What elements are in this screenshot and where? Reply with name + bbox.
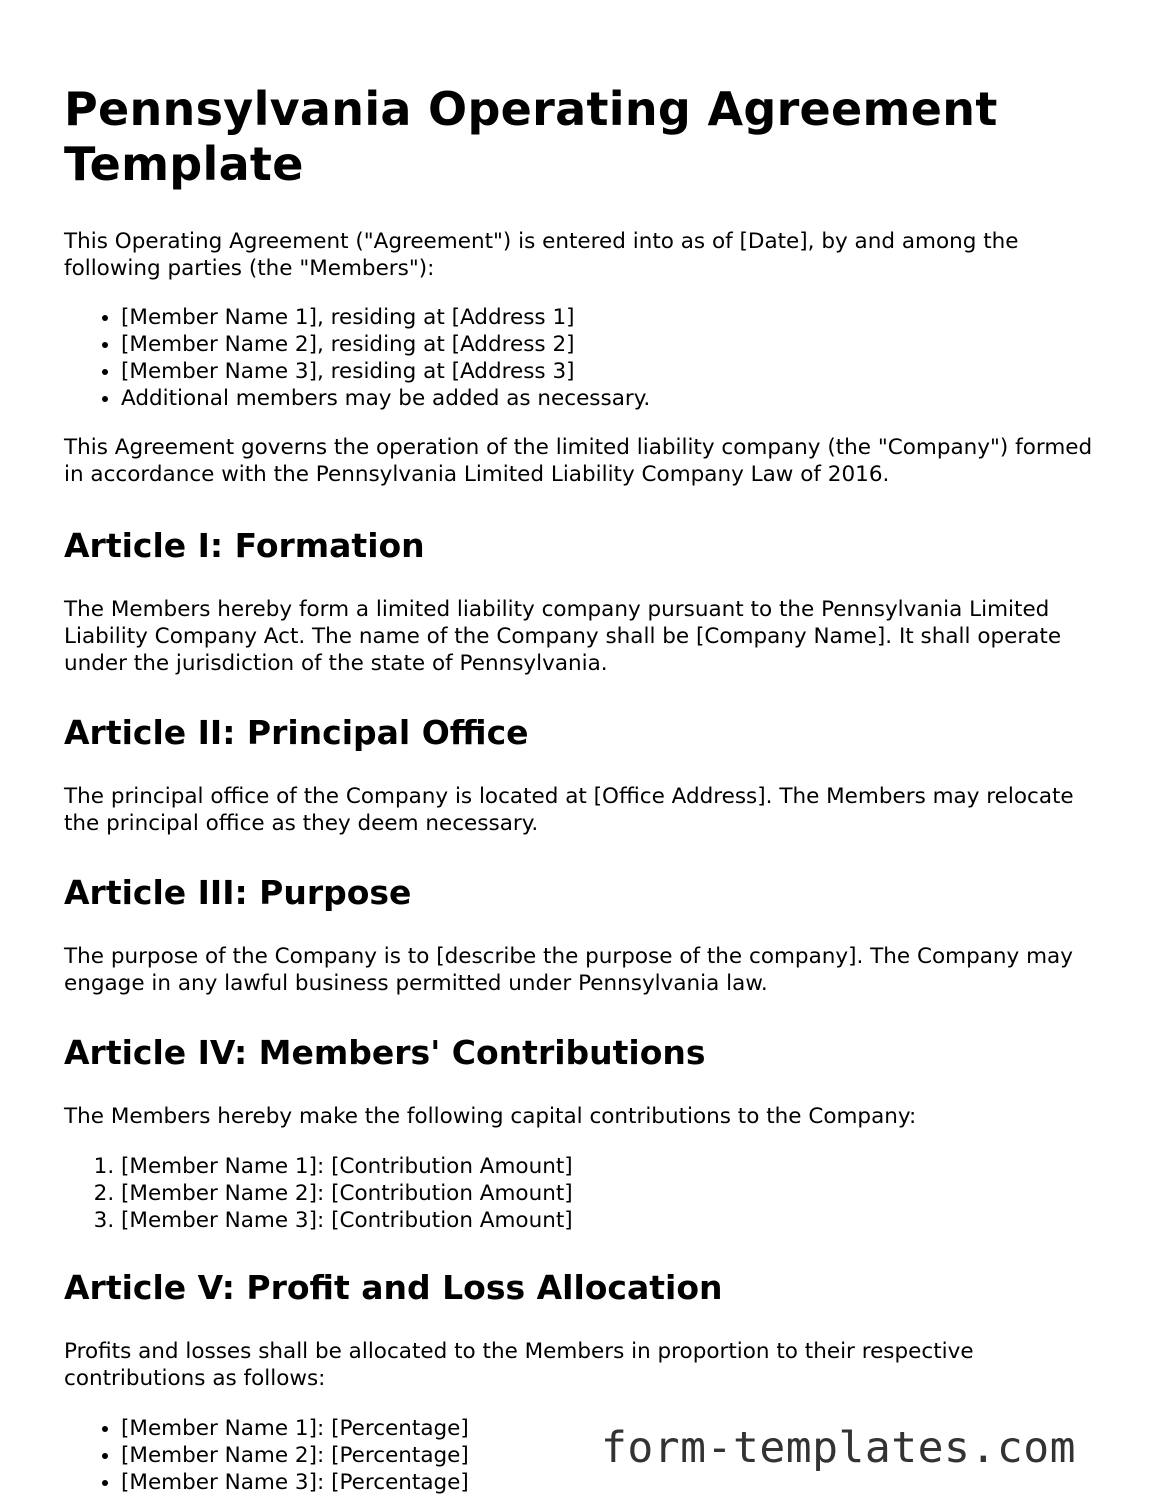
list-item: • [Member Name 3], residing at [Address 3] (121, 358, 1104, 385)
list-item: • [Member Name 2]: [Percentage] (121, 1442, 1104, 1469)
governs-paragraph: This Agreement governs the operation of the limited liability company (the "Company") formed in accordance with the Pennsylvania Limited Liability Company Law of 2016. (64, 435, 1093, 487)
list-item: 2. [Member Name 2]: [Contribution Amount] (121, 1180, 1104, 1207)
article-3-heading: Article III: Purpose (64, 873, 412, 912)
members-list (64, 304, 1104, 412)
intro-paragraph: This Operating Agreement ("Agreement") is entered into as of [Date], by and among the following parties (the "Members"): (64, 229, 1019, 281)
list-item: • Additional members may be added as necessary. (121, 385, 1104, 412)
article-2-body: The principal office of the Company is located at [Office Address]. The Members may relocate the principal office as they deem necessary. (64, 784, 1074, 836)
article-1-body: The Members hereby form a limited liability company pursuant to the Pennsylvania Limited Liability Company Act. The name of the Company shall be [Company Name]. It shall operate under the jurisdiction of the state of Pennsylvania. (64, 597, 1062, 676)
list-item: • [Member Name 1], residing at [Address 1] (121, 304, 1104, 331)
list-item: • [Member Name 2], residing at [Address 2] (121, 331, 1104, 358)
list-item: • [Member Name 3]: [Percentage] (121, 1469, 1104, 1496)
article-3-body: The purpose of the Company is to [describe the purpose of the company]. The Company may engage in any lawful business permitted under Pennsylvania law. (64, 944, 1073, 996)
list-item: • [Member Name 1]: [Percentage] (121, 1415, 1104, 1442)
list-item: 3. [Member Name 3]: [Contribution Amount] (121, 1207, 1104, 1234)
list-item: 1. [Member Name 1]: [Contribution Amount] (121, 1153, 1104, 1180)
article-1-heading: Article I: Formation (64, 526, 425, 565)
contributions-list (64, 1153, 1104, 1234)
article-4-body: The Members hereby make the following capital contributions to the Company: (64, 1104, 917, 1129)
article-5-body: Profits and losses shall be allocated to the Members in proportion to their respective contributions as follows: (64, 1339, 974, 1391)
article-2-heading: Article II: Principal Office (64, 713, 529, 752)
article-5-heading: Article V: Profit and Loss Allocation (64, 1268, 723, 1307)
document-title: Pennsylvania Operating Agreement Template (64, 82, 998, 191)
article-4-heading: Article IV: Members' Contributions (64, 1033, 706, 1072)
document-page (64, 0, 1104, 1496)
watermark: form-templates.com (601, 1423, 1076, 1473)
